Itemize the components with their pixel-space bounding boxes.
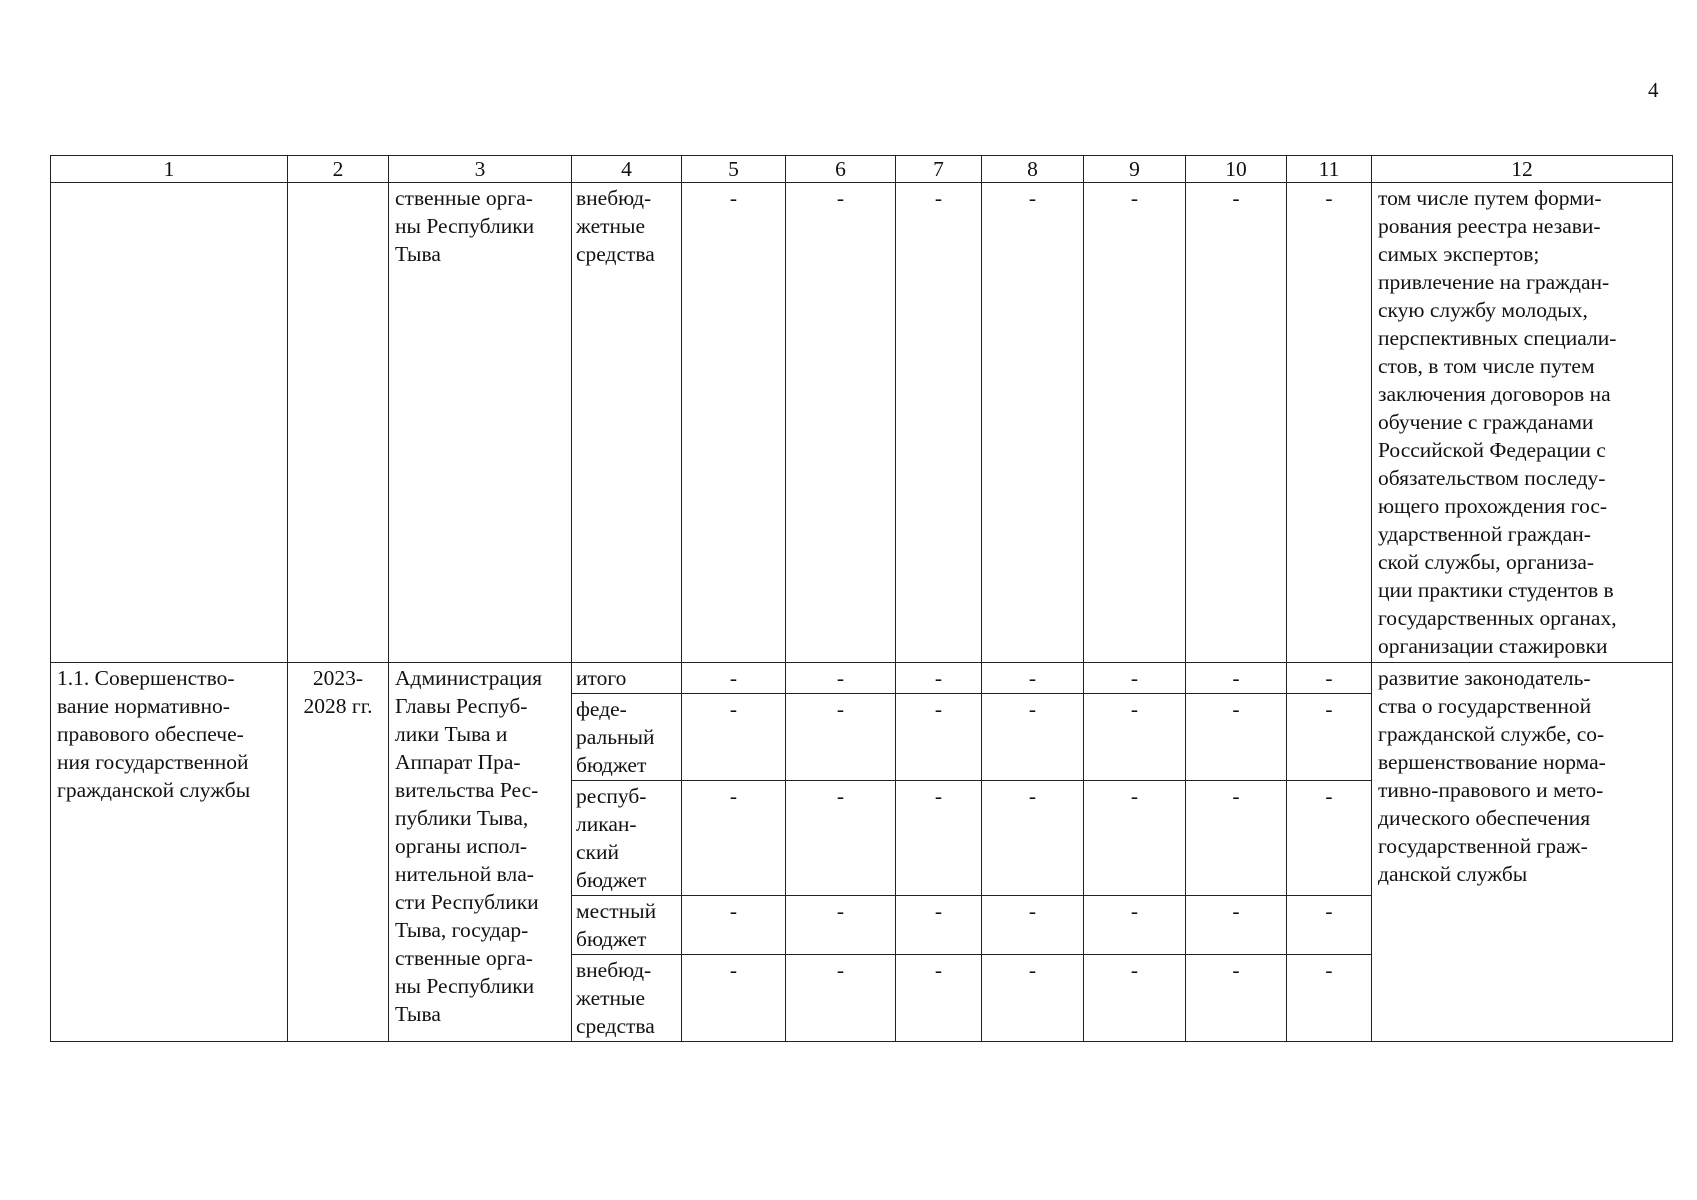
column-header: 1 xyxy=(51,156,288,183)
column-header: 10 xyxy=(1186,156,1287,183)
value-cell: - xyxy=(1084,955,1186,1042)
column-header: 4 xyxy=(572,156,682,183)
column-header: 5 xyxy=(682,156,786,183)
funding-source-cell: внебюд- жетные средства xyxy=(572,955,682,1042)
header-row xyxy=(51,156,1673,183)
value-cell: - xyxy=(786,663,896,694)
value-cell: - xyxy=(1287,694,1372,781)
value-cell: - xyxy=(1287,896,1372,955)
value-cell: - xyxy=(896,781,982,896)
funding-source-cell: феде- ральный бюджет xyxy=(572,694,682,781)
value-cell: - xyxy=(982,896,1084,955)
empty-cell xyxy=(288,183,389,663)
value-cell: - xyxy=(1186,663,1287,694)
value-cell: - xyxy=(1186,183,1287,663)
column-header: 9 xyxy=(1084,156,1186,183)
column-header: 3 xyxy=(389,156,572,183)
column-header: 11 xyxy=(1287,156,1372,183)
value-cell: - xyxy=(786,896,896,955)
value-cell: - xyxy=(896,694,982,781)
funding-source-cell: респуб- ликан- ский бюджет xyxy=(572,781,682,896)
empty-cell xyxy=(51,183,288,663)
value-cell: - xyxy=(682,694,786,781)
value-cell: - xyxy=(1186,896,1287,955)
value-cell: - xyxy=(682,955,786,1042)
column-header: 8 xyxy=(982,156,1084,183)
executor-cell: Администрация Главы Респуб- лики Тыва и Аппарат Пра- вительства Рес- публики Тыва, органы испол- нительной вла- сти Республики Тыва, государ- ственные орга- ны Республики Тыва xyxy=(389,663,572,1042)
value-cell: - xyxy=(1287,781,1372,896)
funding-source-cell: итого xyxy=(572,663,682,694)
funding-source-cell: внебюд- жетные средства xyxy=(572,183,682,663)
continuation-row xyxy=(51,183,1673,663)
value-cell: - xyxy=(682,781,786,896)
value-cell: - xyxy=(1287,183,1372,663)
value-cell: - xyxy=(896,183,982,663)
value-cell: - xyxy=(896,663,982,694)
executor-cell: ственные орга- ны Республики Тыва xyxy=(389,183,572,663)
page-number: 4 xyxy=(1648,78,1659,102)
value-cell: - xyxy=(682,663,786,694)
value-cell: - xyxy=(1186,781,1287,896)
value-cell: - xyxy=(1084,694,1186,781)
value-cell: - xyxy=(786,694,896,781)
value-cell: - xyxy=(982,955,1084,1042)
value-cell: - xyxy=(1287,955,1372,1042)
value-cell: - xyxy=(1084,781,1186,896)
value-cell: - xyxy=(1084,896,1186,955)
value-cell: - xyxy=(786,183,896,663)
activity-name-cell: 1.1. Совершенство- вание нормативно- правового обеспече- ния государственной гражданской службы xyxy=(51,663,288,1042)
value-cell: - xyxy=(1186,694,1287,781)
value-cell: - xyxy=(896,896,982,955)
expected-result-cell: развитие законодатель- ства о государственной гражданской службе, со- вершенствование норма- тивно-правового и мето- дического обеспечения государственной граж- данской службы xyxy=(1372,663,1673,1042)
expected-result-cell: том числе путем форми- рования реестра незави- симых экспертов; привлечение на граждан- скую службу молодых, перспективных специали- стов, в том числе путем заключения договоров на обучение с гражданами Российской Федерации с обязательством последу- ющего прохождения гос- ударственной граждан- ской службы, организа- ции практики студентов в государственных органах, организации стажировки xyxy=(1372,183,1673,663)
value-cell: - xyxy=(786,955,896,1042)
value-cell: - xyxy=(1287,663,1372,694)
value-cell: - xyxy=(982,694,1084,781)
item-row-total xyxy=(51,663,1673,694)
column-header: 12 xyxy=(1372,156,1673,183)
value-cell: - xyxy=(982,663,1084,694)
column-header: 2 xyxy=(288,156,389,183)
value-cell: - xyxy=(1084,183,1186,663)
value-cell: - xyxy=(682,896,786,955)
column-header: 7 xyxy=(896,156,982,183)
funding-source-cell: местный бюджет xyxy=(572,896,682,955)
value-cell: - xyxy=(982,781,1084,896)
period-cell: 2023- 2028 гг. xyxy=(288,663,389,1042)
value-cell: - xyxy=(982,183,1084,663)
value-cell: - xyxy=(1186,955,1287,1042)
value-cell: - xyxy=(786,781,896,896)
column-header: 6 xyxy=(786,156,896,183)
value-cell: - xyxy=(1084,663,1186,694)
value-cell: - xyxy=(682,183,786,663)
program-table xyxy=(50,155,1673,1042)
value-cell: - xyxy=(896,955,982,1042)
